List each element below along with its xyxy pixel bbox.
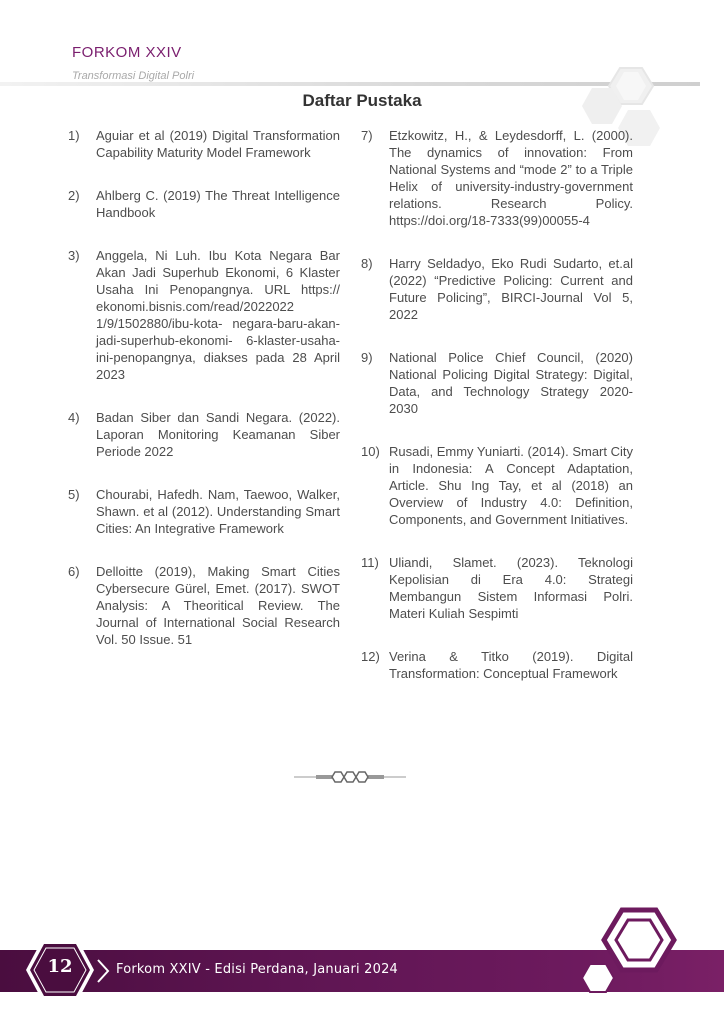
header-subtitle: Transformasi Digital Polri bbox=[72, 70, 195, 82]
reference-text: Verina & Titko (2019). Digital Transformation: Conceptual Framework bbox=[389, 649, 633, 681]
hexagon-chain-divider-icon bbox=[294, 770, 406, 784]
reference-number: 5) bbox=[68, 487, 80, 502]
reference-item bbox=[361, 127, 633, 229]
footer-edition-text: Forkom XXIV - Edisi Perdana, Januari 2024 bbox=[116, 962, 399, 977]
reference-number: 11) bbox=[361, 555, 379, 570]
reference-text: Badan Siber dan Sandi Negara. (2022). Laporan Monitoring Keamanan Siber Periode 2022 bbox=[96, 410, 340, 459]
reference-item bbox=[68, 187, 340, 221]
reference-text: Etzkowitz, H., & Leydesdorff, L. (2000). The dynamics of innovation: From National Systems and “mode 2” to a Triple Helix of university-industry-government relations. Research Policy. https://doi.org/18-7333(99)00055-4 bbox=[389, 128, 633, 228]
reference-item bbox=[68, 486, 340, 537]
reference-text: Delloitte (2019), Making Smart Cities Cybersecure Gürel, Emet. (2017). SWOT Analysis: A Theoritical Review. The Journal of International Social Research Vol. 50 Issue. 51 bbox=[96, 564, 340, 647]
reference-number: 12) bbox=[361, 649, 380, 664]
reference-item bbox=[361, 554, 633, 622]
page-heading: Daftar Pustaka bbox=[302, 91, 422, 110]
reference-number: 7) bbox=[361, 128, 373, 143]
reference-number: 10) bbox=[361, 444, 380, 459]
reference-text: Chourabi, Hafedh. Nam, Taewoo, Walker, Shawn. et al (2012). Understanding Smart Cities: An Integrative Framework bbox=[96, 487, 340, 536]
reference-item bbox=[361, 255, 633, 323]
reference-text: Anggela, Ni Luh. Ibu Kota Negara Bar Akan Jadi Superhub Ekonomi, 6 Klaster Usaha Ini Penopangnya. URL https:// ekonomi.bisnis.com/read/2022022 1/9/1502880/ibu-kota- negara-baru-akan- jadi-superhub-ekonomi- 6-klaster-usaha- ini-penopangnya, diakses pada 28 April 2023 bbox=[96, 248, 340, 382]
reference-item bbox=[68, 247, 340, 383]
reference-text: Rusadi, Emmy Yuniarti. (2014). Smart City in Indonesia: A Concept Adaptation, Article. Shu Ing Tay, et al (2018) an Overview of Industry 4.0: Definition, Components, and Government Initiatives. bbox=[389, 444, 633, 527]
reference-number: 9) bbox=[361, 350, 373, 365]
reference-number: 6) bbox=[68, 564, 80, 579]
reference-number: 3) bbox=[68, 248, 80, 263]
reference-number: 4) bbox=[68, 410, 80, 425]
reference-item bbox=[68, 127, 340, 161]
reference-text: Harry Seldadyo, Eko Rudi Sudarto, et.al (2022) “Predictive Policing: Current and Future Policing”, BIRCI-Journal Vol 5, 2022 bbox=[389, 256, 633, 322]
reference-item bbox=[68, 563, 340, 648]
reference-item bbox=[361, 349, 633, 417]
reference-text: Aguiar et al (2019) Digital Transformation Capability Maturity Model Framework bbox=[96, 128, 340, 160]
reference-text: Ahlberg C. (2019) The Threat Intelligence Handbook bbox=[96, 188, 340, 220]
reference-text: Uliandi, Slamet. (2023). Teknologi Kepolisian di Era 4.0: Strategi Membangun Sistem Informasi Polri. Materi Kuliah Sespimti bbox=[389, 555, 633, 621]
reference-item bbox=[361, 443, 633, 528]
reference-number: 2) bbox=[68, 188, 80, 203]
references-right-column bbox=[361, 127, 633, 708]
reference-item bbox=[361, 648, 633, 682]
header-title: FORKOM XXIV bbox=[72, 44, 182, 61]
reference-number: 1) bbox=[68, 128, 80, 143]
footer-hexagon-decoration-icon bbox=[582, 906, 682, 996]
reference-number: 8) bbox=[361, 256, 373, 271]
references-left-column bbox=[68, 127, 340, 674]
reference-item bbox=[68, 409, 340, 460]
chevron-right-icon bbox=[96, 958, 110, 984]
reference-text: National Police Chief Council, (2020) National Policing Digital Strategy: Digital, Data, and Technology Strategy 2020- 2030 bbox=[389, 350, 633, 416]
page-number: 12 bbox=[47, 956, 73, 977]
